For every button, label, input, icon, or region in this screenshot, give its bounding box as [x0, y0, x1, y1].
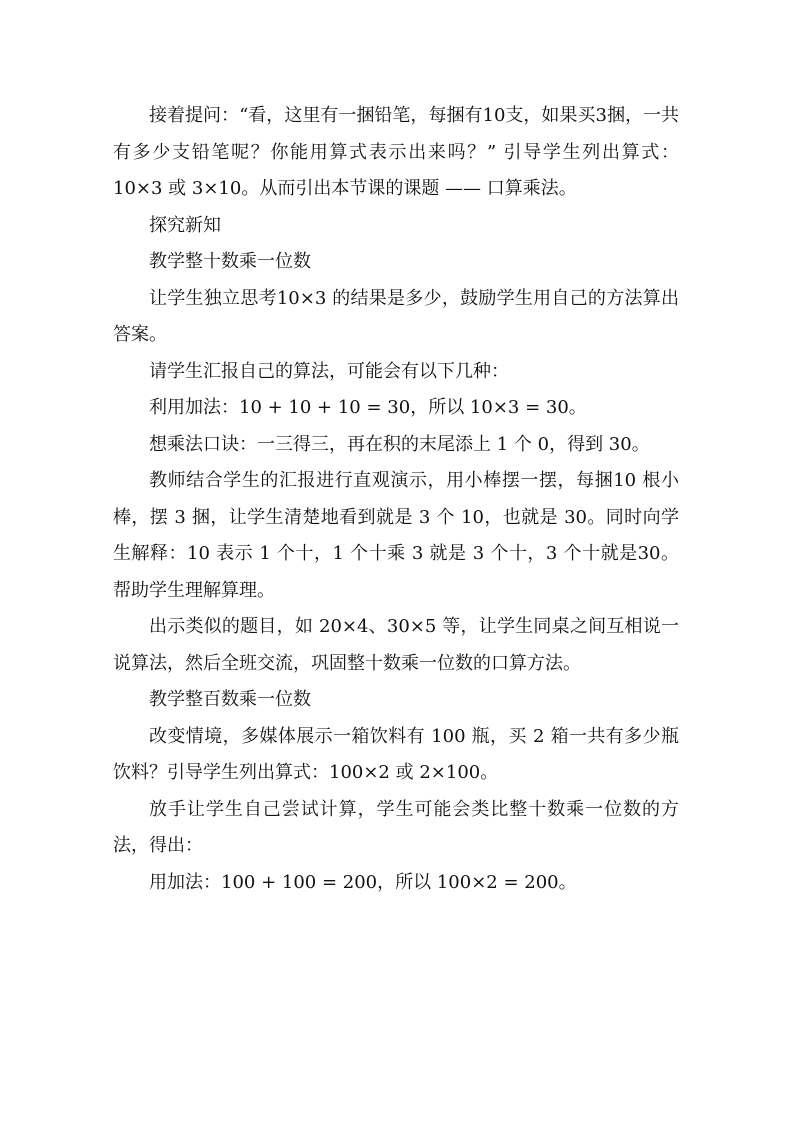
- paragraph-multiplication-rhyme: 想乘法口诀：一三得三，再在积的末尾添上 1 个 0，得到 30。: [149, 433, 650, 455]
- paragraph-drinks-scenario: 改变情境，多媒体展示一箱饮料有 100 瓶，买 2 箱一共有多少瓶饮料？引导学生列出算式：100×2 或 2×100。: [113, 725, 679, 783]
- paragraph-hundreds-addition: 用加法：100 + 100 = 200，所以 100×2 = 200。: [149, 871, 577, 893]
- paragraph-independent-thinking: 让学生独立思考10×3 的结果是多少，鼓励学生用自己的方法算出答案。: [113, 287, 679, 345]
- subheading-hundreds-times-one-digit: 教学整百数乘一位数: [149, 689, 311, 710]
- paragraph-teacher-demo: 教师结合学生的汇报进行直观演示，用小棒摆一摆，每捆10 根小棒，摆 3 捆，让学生清楚地看到就是 3 个 10，也就是 30。同时向学生解释：10 表示 1 个十，1 个十乘 3 就是 3 个十，3 个十就是30。帮助学生理解算理。: [113, 470, 679, 601]
- document-body: [113, 98, 679, 901]
- section-heading-explore: 探究新知: [149, 214, 221, 236]
- subheading-tens-times-one-digit: 教学整十数乘一位数: [149, 251, 311, 272]
- paragraph-addition-method: 利用加法：10 + 10 + 10 = 30，所以 10×3 = 30。: [149, 397, 587, 418]
- paragraph-similar-problems: 出示类似的题目，如 20×4、30×5 等，让学生同桌之间互相说一说算法，然后全班交流，巩固整十数乘一位数的口算方法。: [113, 616, 679, 674]
- paragraph-question-intro: 接着提问：“看，这里有一捆铅笔，每捆有10支，如果买3捆，一共有多少支铅笔呢？你能用算式表示出来吗？” 引导学生列出算式：10×3 或 3×10。从而引出本节课的课题 —— 口算乘法。: [113, 105, 679, 199]
- paragraph-report-methods: 请学生汇报自己的算法，可能会有以下几种：: [149, 360, 509, 382]
- paragraph-try-calculation: 放手让学生自己尝试计算，学生可能会类比整十数乘一位数的方法，得出：: [113, 798, 679, 856]
